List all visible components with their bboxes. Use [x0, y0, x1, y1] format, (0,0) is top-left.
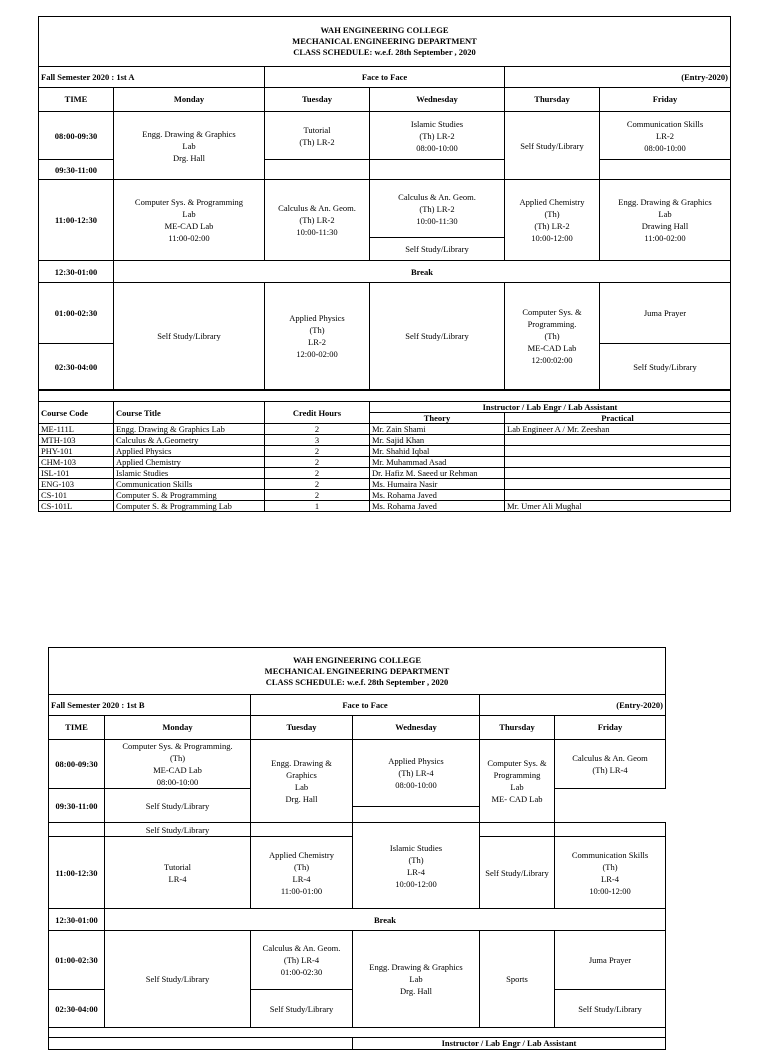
class-cell: Engg. Drawing & Graphics Lab Drawing Hall 11:00-02:00	[600, 180, 731, 261]
credit-hours: 1	[265, 501, 370, 512]
class-cell: Self Study/Library	[114, 283, 265, 390]
practical-instructor	[505, 490, 731, 501]
class-cell: Self Study/Library	[370, 238, 505, 261]
empty-cell	[555, 823, 666, 837]
instructor-header: Instructor / Lab Engr / Lab Assistant	[370, 402, 731, 413]
class-cell: Communication Skills (Th) LR-4 10:00-12:00	[555, 837, 666, 909]
class-cell: Calculus & An. Geom. (Th) LR-2 10:00-11:30	[370, 180, 505, 238]
schedule-b	[48, 647, 666, 1050]
course-title: Calculus & A.Geometry	[114, 435, 265, 446]
class-cell: Calculus & An. Geom. (Th) LR-2 10:00-11:30	[265, 180, 370, 261]
credit-hours: 2	[265, 424, 370, 435]
course-code: CHM-103	[39, 457, 114, 468]
spacer-row	[49, 1028, 666, 1038]
course-code: PHY-101	[39, 446, 114, 457]
course-row	[39, 457, 731, 468]
class-cell: Islamic Studies (Th) LR-2 08:00-10:00	[370, 112, 505, 160]
theory-instructor: Mr. Zain Shami	[370, 424, 505, 435]
class-cell: Computer Sys. & Programming Lab ME-CAD Lab 11:00-02:00	[114, 180, 265, 261]
time-slot: 11:00-12:30	[49, 837, 105, 909]
class-cell: Computer Sys. & Programming Lab ME- CAD Lab	[480, 740, 555, 823]
credit-hours: 2	[265, 457, 370, 468]
class-cell: Self Study/Library	[105, 931, 251, 1028]
course-code: ME-111L	[39, 424, 114, 435]
schedule-date: CLASS SCHEDULE: w.e.f. 28th September , 2020	[265, 676, 449, 687]
course-row	[39, 490, 731, 501]
class-cell: Applied Physics (Th) LR-2 12:00-02:00	[265, 283, 370, 390]
department-name: MECHANICAL ENGINEERING DEPARTMENT	[264, 665, 450, 676]
empty-cell	[370, 160, 505, 180]
theory-instructor: Mr. Shahid Iqbal	[370, 446, 505, 457]
course-row	[39, 424, 731, 435]
semester-label: Fall Semester 2020 : 1st A	[39, 67, 265, 88]
col-time: TIME	[49, 716, 105, 740]
empty-cell	[251, 823, 353, 837]
class-cell: Self Study/Library	[600, 344, 731, 390]
empty-cell	[600, 160, 731, 180]
course-title: Computer S. & Programming	[114, 490, 265, 501]
class-cell: Self Study/Library	[555, 990, 666, 1028]
time-slot: 02:30-04:00	[39, 344, 114, 390]
course-code: ISL-101	[39, 468, 114, 479]
class-cell: Engg. Drawing & Graphics Lab Drg. Hall	[251, 740, 353, 823]
class-cell: Engg. Drawing & Graphics Lab Drg. Hall	[114, 112, 265, 180]
col-time: TIME	[39, 88, 114, 112]
empty-cell	[49, 1038, 353, 1050]
practical-instructor: Mr. Umer Ali Mughal	[505, 501, 731, 512]
theory-instructor: Ms. Humaira Nasir	[370, 479, 505, 490]
class-cell: Computer Sys. & Programming. (Th) ME-CAD Lab 08:00-10:00	[105, 740, 251, 789]
course-row	[39, 501, 731, 512]
course-code: MTH-103	[39, 435, 114, 446]
schedule-a-timetable	[38, 16, 731, 390]
course-title: Engg. Drawing & Graphics Lab	[114, 424, 265, 435]
college-name: WAH ENGINEERING COLLEGE	[320, 25, 449, 35]
credit-hours-header: Credit Hours	[265, 402, 370, 424]
time-slot: 01:00-02:30	[49, 931, 105, 990]
class-cell: Self Study/Library	[105, 823, 251, 837]
time-slot: 09:30-11:00	[49, 789, 105, 823]
spacer-row	[39, 391, 731, 402]
break-label: Break	[105, 909, 666, 931]
time-slot: 11:00-12:30	[39, 180, 114, 261]
class-cell: Tutorial (Th) LR-2	[265, 112, 370, 160]
course-title: Computer S. & Programming Lab	[114, 501, 265, 512]
theory-instructor: Mr. Muhammad Asad	[370, 457, 505, 468]
time-slot: 12:30-01:00	[49, 909, 105, 931]
col-thursday: Thursday	[505, 88, 600, 112]
col-wednesday: Wednesday	[370, 88, 505, 112]
entry-label: (Entry-2020)	[505, 67, 731, 88]
empty-cell	[480, 823, 555, 837]
course-title: Applied Physics	[114, 446, 265, 457]
practical-instructor	[505, 435, 731, 446]
mode-label: Face to Face	[251, 695, 480, 716]
credit-hours: 2	[265, 468, 370, 479]
course-title: Applied Chemistry	[114, 457, 265, 468]
class-cell: Applied Chemistry (Th) (Th) LR-2 10:00-12:00	[505, 180, 600, 261]
theory-instructor: Ms. Rohama Javed	[370, 501, 505, 512]
course-title: Communication Skills	[114, 479, 265, 490]
class-cell: Self Study/Library	[480, 837, 555, 909]
schedule-date: CLASS SCHEDULE: w.e.f. 28th September , 2020	[293, 47, 476, 57]
class-cell: Self Study/Library	[105, 789, 251, 823]
theory-header: Theory	[370, 413, 505, 424]
practical-instructor	[505, 468, 731, 479]
schedule-b-timetable	[48, 647, 666, 1050]
instructor-header: Instructor / Lab Engr / Lab Assistant	[353, 1038, 666, 1050]
credit-hours: 2	[265, 490, 370, 501]
class-cell: Calculus & An. Geom. (Th) LR-4 01:00-02:30	[251, 931, 353, 990]
practical-header: Practical	[505, 413, 731, 424]
class-cell: Applied Chemistry (Th) LR-4 11:00-01:00	[251, 837, 353, 909]
class-cell: Juma Prayer	[555, 931, 666, 990]
semester-label: Fall Semester 2020 : 1st B	[49, 695, 251, 716]
schedule-a-header	[39, 17, 731, 67]
time-slot: 02:30-04:00	[49, 990, 105, 1028]
schedule-a-course-table	[38, 390, 731, 512]
practical-instructor	[505, 457, 731, 468]
class-cell: Sports	[480, 931, 555, 1028]
class-cell: Juma Prayer	[600, 283, 731, 344]
col-thursday: Thursday	[480, 716, 555, 740]
class-cell: Tutorial LR-4	[105, 837, 251, 909]
practical-instructor: Lab Engineer A / Mr. Zeeshan	[505, 424, 731, 435]
time-slot-spacer	[49, 823, 105, 837]
class-cell: Applied Physics (Th) LR-4 08:00-10:00	[353, 740, 480, 807]
class-cell: Communication Skills LR-2 08:00-10:00	[600, 112, 731, 160]
course-code: ENG-103	[39, 479, 114, 490]
class-cell: Islamic Studies (Th) LR-4 10:00-12:00	[353, 823, 480, 909]
schedule-b-header	[49, 648, 666, 695]
class-cell: Self Study/Library	[251, 990, 353, 1028]
empty-cell	[265, 160, 370, 180]
course-row	[39, 435, 731, 446]
theory-instructor: Ms. Rohama Javed	[370, 490, 505, 501]
col-wednesday: Wednesday	[353, 716, 480, 740]
col-tuesday: Tuesday	[251, 716, 353, 740]
class-cell: Engg. Drawing & Graphics Lab Drg. Hall	[353, 931, 480, 1028]
time-slot: 12:30-01:00	[39, 261, 114, 283]
time-slot: 08:00-09:30	[49, 740, 105, 789]
course-row	[39, 468, 731, 479]
time-slot: 01:00-02:30	[39, 283, 114, 344]
credit-hours: 3	[265, 435, 370, 446]
col-friday: Friday	[600, 88, 731, 112]
class-cell: Computer Sys. & Programming. (Th) ME-CAD Lab 12:00:02:00	[505, 283, 600, 390]
course-title-header: Course Title	[114, 402, 265, 424]
mode-label: Face to Face	[265, 67, 505, 88]
col-tuesday: Tuesday	[265, 88, 370, 112]
course-code-header: Course Code	[39, 402, 114, 424]
time-slot: 08:00-09:30	[39, 112, 114, 160]
theory-instructor: Mr. Sajid Khan	[370, 435, 505, 446]
col-monday: Monday	[105, 716, 251, 740]
credit-hours: 2	[265, 446, 370, 457]
break-label: Break	[114, 261, 731, 283]
time-slot: 09:30-11:00	[39, 160, 114, 180]
theory-instructor: Dr. Hafiz M. Saeed ur Rehman	[370, 468, 505, 479]
col-friday: Friday	[555, 716, 666, 740]
class-cell: Calculus & An. Geom (Th) LR-4	[555, 740, 666, 789]
course-title: Islamic Studies	[114, 468, 265, 479]
department-name: MECHANICAL ENGINEERING DEPARTMENT	[292, 36, 477, 46]
schedule-a	[38, 16, 731, 512]
course-code: CS-101	[39, 490, 114, 501]
course-row	[39, 479, 731, 490]
col-monday: Monday	[114, 88, 265, 112]
practical-instructor	[505, 479, 731, 490]
credit-hours: 2	[265, 479, 370, 490]
course-row	[39, 446, 731, 457]
practical-instructor	[505, 446, 731, 457]
class-cell: Self Study/Library	[370, 283, 505, 390]
course-code: CS-101L	[39, 501, 114, 512]
entry-label: (Entry-2020)	[480, 695, 666, 716]
college-name: WAH ENGINEERING COLLEGE	[293, 654, 421, 665]
class-cell: Self Study/Library	[505, 112, 600, 180]
